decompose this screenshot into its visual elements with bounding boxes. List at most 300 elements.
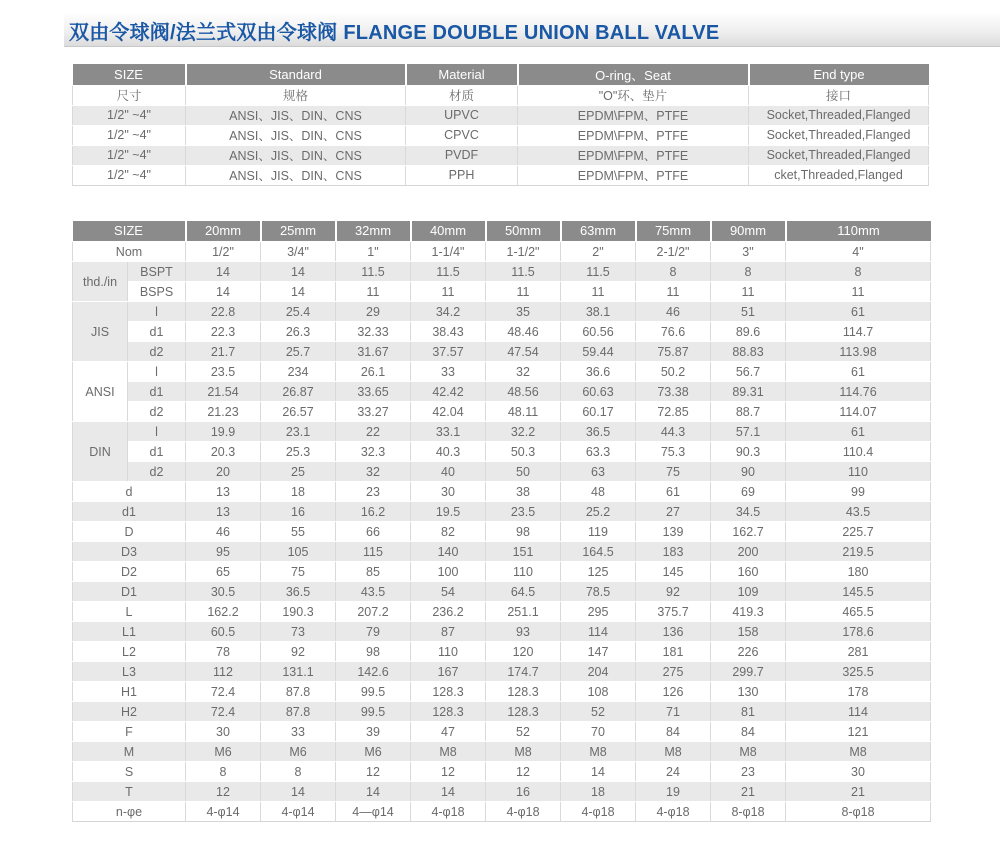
dimension-table <box>72 221 931 823</box>
dim-cell: 11 <box>786 282 931 302</box>
dim-cell: 1-1/2" <box>486 242 561 262</box>
dim-row-label: L3 <box>73 662 186 682</box>
dim-cell: 419.3 <box>711 602 786 622</box>
dim-cell: 8-φ18 <box>711 802 786 822</box>
dim-cell: 25 <box>261 462 336 482</box>
spec-cell: ANSI、JIS、DIN、CNS <box>186 105 406 125</box>
dim-cell: 59.44 <box>561 342 636 362</box>
dim-cell: 32.2 <box>486 422 561 442</box>
dim-cell: 14 <box>561 762 636 782</box>
dim-cell: 73 <box>261 622 336 642</box>
spec-row <box>73 165 929 185</box>
spec-cell: CPVC <box>406 125 518 145</box>
spec-col-header: SIZE <box>73 64 186 85</box>
dim-cell: 42.42 <box>411 382 486 402</box>
dim-cell: 99.5 <box>336 702 411 722</box>
dim-col-header: 40mm <box>411 221 486 242</box>
dim-cell: 93 <box>486 622 561 642</box>
dim-cell: 50.3 <box>486 442 561 462</box>
dim-cell: 75.87 <box>636 342 711 362</box>
dim-cell: 22 <box>336 422 411 442</box>
dim-cell: 40.3 <box>411 442 486 462</box>
dim-cell: 42.04 <box>411 402 486 422</box>
dim-cell: 98 <box>486 522 561 542</box>
dim-cell: 11.5 <box>336 262 411 282</box>
dim-cell: 92 <box>261 642 336 662</box>
dim-cell: 87 <box>411 622 486 642</box>
dim-cell: 66 <box>336 522 411 542</box>
spec-cell: 1/2" ~4" <box>73 105 186 125</box>
dim-cell: 16.2 <box>336 502 411 522</box>
dim-cell: 234 <box>261 362 336 382</box>
dim-cell: 23.5 <box>486 502 561 522</box>
dim-cell: 11.5 <box>561 262 636 282</box>
dim-cell: 32 <box>336 462 411 482</box>
dim-cell: M6 <box>186 742 261 762</box>
dim-group-label: DIN <box>73 422 128 482</box>
dim-row <box>73 402 931 422</box>
dim-row <box>73 782 931 802</box>
spec-cell: PVDF <box>406 145 518 165</box>
dim-row-label: D2 <box>73 562 186 582</box>
dim-group-label: thd./in <box>73 262 128 302</box>
dim-cell: 142.6 <box>336 662 411 682</box>
dim-cell: 12 <box>486 762 561 782</box>
dim-cell: 181 <box>636 642 711 662</box>
dim-cell: 147 <box>561 642 636 662</box>
dim-row-label: n-φe <box>73 802 186 822</box>
dim-row-label: D1 <box>73 582 186 602</box>
dim-cell: 2" <box>561 242 636 262</box>
dim-row-label: d <box>73 482 186 502</box>
dim-cell: 8 <box>636 262 711 282</box>
dim-row <box>73 702 931 722</box>
dim-cell: 18 <box>561 782 636 802</box>
dim-cell: 16 <box>486 782 561 802</box>
dim-cell: 375.7 <box>636 602 711 622</box>
dim-cell: 281 <box>786 642 931 662</box>
spec-row <box>73 125 929 145</box>
dim-cell: 51 <box>711 302 786 322</box>
dim-cell: 60.56 <box>561 322 636 342</box>
dim-cell: 114.07 <box>786 402 931 422</box>
dim-sub-label: d1 <box>128 382 186 402</box>
dim-cell: 160 <box>711 562 786 582</box>
dim-sub-label: d2 <box>128 462 186 482</box>
dim-row <box>73 342 931 362</box>
dim-sub-label: l <box>128 362 186 382</box>
dim-cell: 75 <box>636 462 711 482</box>
dim-cell: 48 <box>561 482 636 502</box>
dim-cell: 11 <box>711 282 786 302</box>
dim-cell: 174.7 <box>486 662 561 682</box>
spec-cell: cket,Threaded,Flanged <box>749 165 929 185</box>
spec-cell: EPDM\FPM、PTFE <box>518 125 749 145</box>
dim-cell: M8 <box>786 742 931 762</box>
dim-cell: 1" <box>336 242 411 262</box>
dim-cell: 75 <box>261 562 336 582</box>
dim-cell: 4-φ14 <box>261 802 336 822</box>
spec-cell: PPH <box>406 165 518 185</box>
dim-sub-label: BSPT <box>128 262 186 282</box>
dim-cell: 114 <box>786 702 931 722</box>
dim-cell: 19.5 <box>411 502 486 522</box>
dim-cell: 33.1 <box>411 422 486 442</box>
dim-cell: 190.3 <box>261 602 336 622</box>
dim-col-header: SIZE <box>73 221 186 242</box>
dim-row <box>73 242 931 262</box>
dim-cell: 125 <box>561 562 636 582</box>
spec-cell: Socket,Threaded,Flanged <box>749 125 929 145</box>
dim-cell: 14 <box>186 282 261 302</box>
dim-row <box>73 642 931 662</box>
dim-cell: 299.7 <box>711 662 786 682</box>
spec-col-header-zh: 接口 <box>749 85 929 105</box>
dim-cell: 13 <box>186 502 261 522</box>
dim-cell: 25.7 <box>261 342 336 362</box>
dim-row <box>73 522 931 542</box>
dim-cell: 37.57 <box>411 342 486 362</box>
dim-cell: 60.5 <box>186 622 261 642</box>
dim-cell: 145.5 <box>786 582 931 602</box>
dim-row <box>73 362 931 382</box>
dim-cell: 30 <box>411 482 486 502</box>
page-title <box>69 16 719 45</box>
dim-cell: 4-φ18 <box>636 802 711 822</box>
dim-cell: 12 <box>336 762 411 782</box>
spec-cell: EPDM\FPM、PTFE <box>518 165 749 185</box>
dim-cell: 139 <box>636 522 711 542</box>
dim-row-label: D3 <box>73 542 186 562</box>
dim-row-label: L1 <box>73 622 186 642</box>
dim-cell: 65 <box>186 562 261 582</box>
spec-cell: ANSI、JIS、DIN、CNS <box>186 165 406 185</box>
spec-col-header-zh: 材质 <box>406 85 518 105</box>
dim-row <box>73 322 931 342</box>
dim-cell: 4—φ14 <box>336 802 411 822</box>
dim-cell: 30.5 <box>186 582 261 602</box>
dim-cell: 8 <box>261 762 336 782</box>
dim-cell: 64.5 <box>486 582 561 602</box>
dim-cell: 219.5 <box>786 542 931 562</box>
dim-cell: 78.5 <box>561 582 636 602</box>
dim-cell: 61 <box>786 302 931 322</box>
dim-row <box>73 762 931 782</box>
dim-cell: 178 <box>786 682 931 702</box>
dim-cell: 110 <box>786 462 931 482</box>
dim-row <box>73 542 931 562</box>
dim-cell: 43.5 <box>336 582 411 602</box>
dim-cell: 4-φ18 <box>411 802 486 822</box>
dim-cell: 31.67 <box>336 342 411 362</box>
dim-cell: 11.5 <box>411 262 486 282</box>
dim-cell: 75.3 <box>636 442 711 462</box>
spec-cell: 1/2" ~4" <box>73 145 186 165</box>
dim-cell: 21.54 <box>186 382 261 402</box>
dim-cell: 114 <box>561 622 636 642</box>
dim-cell: 4-φ18 <box>561 802 636 822</box>
dim-cell: 19 <box>636 782 711 802</box>
dim-cell: 14 <box>261 782 336 802</box>
dim-cell: 87.8 <box>261 702 336 722</box>
dim-row <box>73 602 931 622</box>
dim-cell: M6 <box>261 742 336 762</box>
page-title-band <box>64 14 1000 47</box>
dim-cell: 20.3 <box>186 442 261 462</box>
spec-col-header: Material <box>406 64 518 85</box>
dim-cell: 108 <box>561 682 636 702</box>
dim-cell: 99 <box>786 482 931 502</box>
dim-cell: M8 <box>636 742 711 762</box>
dim-cell: 78 <box>186 642 261 662</box>
dim-cell: 21.7 <box>186 342 261 362</box>
dim-cell: 89.31 <box>711 382 786 402</box>
dim-cell: 50 <box>486 462 561 482</box>
dim-cell: 8 <box>786 262 931 282</box>
dim-cell: 24 <box>636 762 711 782</box>
dim-cell: 25.2 <box>561 502 636 522</box>
dim-cell: 79 <box>336 622 411 642</box>
dim-cell: 8-φ18 <box>786 802 931 822</box>
dim-cell: 8 <box>711 262 786 282</box>
dim-row <box>73 502 931 522</box>
dim-cell: 73.38 <box>636 382 711 402</box>
dim-cell: 21 <box>711 782 786 802</box>
page-title-en: FLANGE DOUBLE UNION BALL VALVE <box>343 21 720 44</box>
dim-cell: 100 <box>411 562 486 582</box>
spec-cell: ANSI、JIS、DIN、CNS <box>186 145 406 165</box>
dim-row <box>73 482 931 502</box>
dim-cell: 46 <box>636 302 711 322</box>
dim-cell: 25.4 <box>261 302 336 322</box>
dim-cell: 26.57 <box>261 402 336 422</box>
dim-cell: 178.6 <box>786 622 931 642</box>
dim-cell: 35 <box>486 302 561 322</box>
spec-header-row <box>73 64 929 85</box>
dim-cell: 38.1 <box>561 302 636 322</box>
spec-cell: EPDM\FPM、PTFE <box>518 145 749 165</box>
dim-cell: 48.56 <box>486 382 561 402</box>
dim-cell: 109 <box>711 582 786 602</box>
spec-row <box>73 105 929 125</box>
spec-col-header-zh: 规格 <box>186 85 406 105</box>
dim-group-label: JIS <box>73 302 128 362</box>
spec-col-header-zh: 尺寸 <box>73 85 186 105</box>
dim-cell: 16 <box>261 502 336 522</box>
dim-cell: 140 <box>411 542 486 562</box>
dim-cell: 325.5 <box>786 662 931 682</box>
dim-cell: 128.3 <box>486 682 561 702</box>
dim-cell: 63.3 <box>561 442 636 462</box>
dim-row-label: H2 <box>73 702 186 722</box>
dim-cell: 33 <box>261 722 336 742</box>
dim-cell: 18 <box>261 482 336 502</box>
dim-cell: 120 <box>486 642 561 662</box>
dim-row <box>73 742 931 762</box>
dim-row <box>73 382 931 402</box>
dim-cell: 226 <box>711 642 786 662</box>
dim-cell: 121 <box>786 722 931 742</box>
dim-cell: 251.1 <box>486 602 561 622</box>
dim-row-label: L <box>73 602 186 622</box>
dim-cell: 164.5 <box>561 542 636 562</box>
dim-cell: 70 <box>561 722 636 742</box>
dim-row <box>73 682 931 702</box>
spec-cell: EPDM\FPM、PTFE <box>518 105 749 125</box>
dim-cell: 38.43 <box>411 322 486 342</box>
dim-sub-label: d2 <box>128 402 186 422</box>
spec-cell: UPVC <box>406 105 518 125</box>
dim-cell: 128.3 <box>411 702 486 722</box>
dim-cell: 72.4 <box>186 702 261 722</box>
dim-cell: 183 <box>636 542 711 562</box>
dim-cell: 110 <box>411 642 486 662</box>
dim-cell: 11 <box>486 282 561 302</box>
dim-row-label: F <box>73 722 186 742</box>
spec-cell: 1/2" ~4" <box>73 125 186 145</box>
dim-cell: 11 <box>561 282 636 302</box>
dimension-table-section <box>0 221 1000 823</box>
dim-row-label: D <box>73 522 186 542</box>
dim-cell: 4-φ18 <box>486 802 561 822</box>
dim-row-label: d1 <box>73 502 186 522</box>
dim-cell: 55 <box>261 522 336 542</box>
dim-row <box>73 282 931 302</box>
dim-col-header: 75mm <box>636 221 711 242</box>
dim-cell: 90.3 <box>711 442 786 462</box>
dim-cell: 90 <box>711 462 786 482</box>
dim-cell: 61 <box>786 422 931 442</box>
dim-cell: 11.5 <box>486 262 561 282</box>
dim-col-header: 32mm <box>336 221 411 242</box>
dim-cell: 14 <box>411 782 486 802</box>
dim-cell: 60.17 <box>561 402 636 422</box>
dim-row <box>73 622 931 642</box>
dim-cell: 48.11 <box>486 402 561 422</box>
dim-row <box>73 262 931 282</box>
dim-cell: 112 <box>186 662 261 682</box>
dim-cell: 1-1/4" <box>411 242 486 262</box>
dim-cell: 119 <box>561 522 636 542</box>
dim-cell: 200 <box>711 542 786 562</box>
dim-row-label: M <box>73 742 186 762</box>
dim-cell: 56.7 <box>711 362 786 382</box>
dim-cell: 114.76 <box>786 382 931 402</box>
spec-cell: Socket,Threaded,Flanged <box>749 105 929 125</box>
dim-cell: 88.7 <box>711 402 786 422</box>
dim-cell: 36.6 <box>561 362 636 382</box>
dim-cell: 30 <box>786 762 931 782</box>
dim-cell: 4-φ14 <box>186 802 261 822</box>
dim-cell: 14 <box>336 782 411 802</box>
dim-group-label: ANSI <box>73 362 128 422</box>
dim-cell: 85 <box>336 562 411 582</box>
dim-cell: 89.6 <box>711 322 786 342</box>
dim-cell: 26.1 <box>336 362 411 382</box>
dim-row <box>73 662 931 682</box>
dim-cell: 23.5 <box>186 362 261 382</box>
dim-cell: 465.5 <box>786 602 931 622</box>
dim-cell: 204 <box>561 662 636 682</box>
spec-col-header: Standard <box>186 64 406 85</box>
dim-cell: 21.23 <box>186 402 261 422</box>
dim-cell: 48.46 <box>486 322 561 342</box>
dim-cell: 26.3 <box>261 322 336 342</box>
dim-cell: 110 <box>486 562 561 582</box>
spec-col-header: O-ring、Seat <box>518 64 749 85</box>
dim-cell: 29 <box>336 302 411 322</box>
dim-cell: 72.4 <box>186 682 261 702</box>
dim-cell: 128.3 <box>486 702 561 722</box>
dim-cell: 30 <box>186 722 261 742</box>
dim-cell: 22.8 <box>186 302 261 322</box>
spec-cell: Socket,Threaded,Flanged <box>749 145 929 165</box>
dim-cell: 4" <box>786 242 931 262</box>
dim-cell: 52 <box>486 722 561 742</box>
dim-cell: 33.27 <box>336 402 411 422</box>
dim-cell: 98 <box>336 642 411 662</box>
dim-cell: 27 <box>636 502 711 522</box>
dim-cell: 12 <box>186 782 261 802</box>
dim-cell: 13 <box>186 482 261 502</box>
dim-cell: 8 <box>186 762 261 782</box>
dim-row <box>73 462 931 482</box>
dim-cell: 115 <box>336 542 411 562</box>
dim-cell: 275 <box>636 662 711 682</box>
dim-cell: 44.3 <box>636 422 711 442</box>
dim-cell: 84 <box>711 722 786 742</box>
dim-cell: 180 <box>786 562 931 582</box>
dim-cell: 25.3 <box>261 442 336 462</box>
dim-col-header: 20mm <box>186 221 261 242</box>
dim-row-label: Nom <box>73 242 186 262</box>
dim-sub-label: d1 <box>128 322 186 342</box>
dim-cell: 26.87 <box>261 382 336 402</box>
dim-row-label: S <box>73 762 186 782</box>
spec-col-header-zh: "O"环、垫片 <box>518 85 749 105</box>
dim-header-row <box>73 221 931 242</box>
dim-cell: 95 <box>186 542 261 562</box>
dim-col-header: 50mm <box>486 221 561 242</box>
dim-cell: 162.2 <box>186 602 261 622</box>
dim-row-label: L2 <box>73 642 186 662</box>
dim-cell: 99.5 <box>336 682 411 702</box>
dim-sub-label: l <box>128 422 186 442</box>
dim-cell: 21 <box>786 782 931 802</box>
dim-cell: 14 <box>186 262 261 282</box>
dim-cell: 47 <box>411 722 486 742</box>
dim-cell: 113.98 <box>786 342 931 362</box>
dim-cell: 1/2" <box>186 242 261 262</box>
dim-cell: 36.5 <box>261 582 336 602</box>
dim-cell: 43.5 <box>786 502 931 522</box>
dim-cell: M8 <box>486 742 561 762</box>
dim-cell: 52 <box>561 702 636 722</box>
dim-cell: 33 <box>411 362 486 382</box>
dim-cell: 158 <box>711 622 786 642</box>
dim-cell: 84 <box>636 722 711 742</box>
dim-cell: 225.7 <box>786 522 931 542</box>
dim-cell: 14 <box>261 282 336 302</box>
dim-cell: 11 <box>336 282 411 302</box>
dim-cell: 32.33 <box>336 322 411 342</box>
dim-cell: 46 <box>186 522 261 542</box>
spec-table-section <box>0 64 1000 186</box>
spec-header-row-zh <box>73 85 929 105</box>
spec-cell: 1/2" ~4" <box>73 165 186 185</box>
dim-cell: 295 <box>561 602 636 622</box>
dim-sub-label: d2 <box>128 342 186 362</box>
